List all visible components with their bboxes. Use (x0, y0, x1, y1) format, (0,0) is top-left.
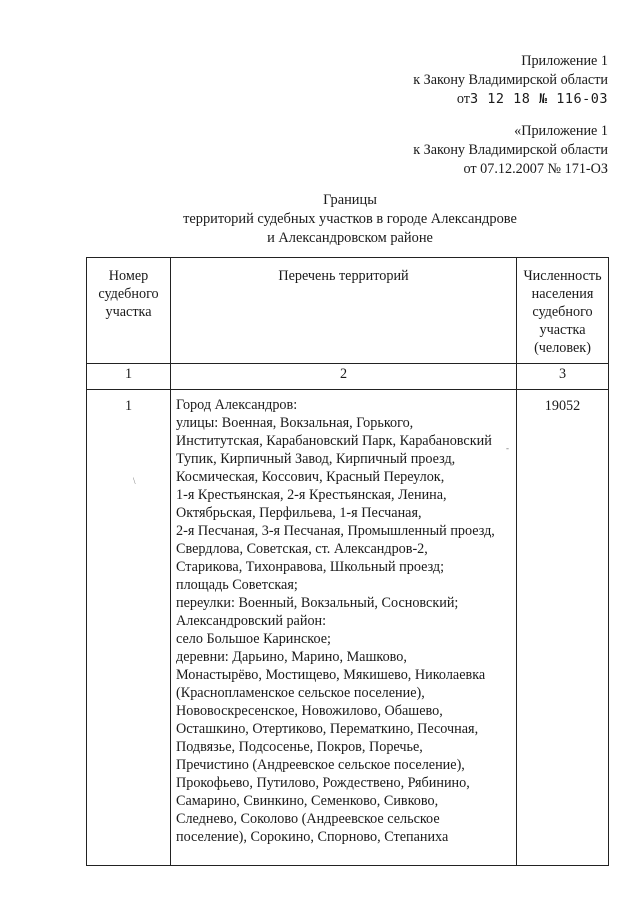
header-territory-list (171, 258, 517, 364)
original-annex-line-3: от 07.12.2007 № 171-ОЗ (463, 161, 608, 177)
header-line: Численность (523, 268, 602, 284)
territory-line: Свердлова, Советская, ст. Александров-2, (176, 541, 428, 557)
district-number: 1 (87, 390, 171, 866)
annex-line-3 (413, 90, 608, 109)
territory-line: Институтская, Карабановский Парк, Карабановский (176, 433, 492, 449)
territory-line: Александровский район: (176, 613, 327, 629)
territory-line: Осташкино, Отертиково, Перематкино, Песочная, (176, 721, 479, 737)
original-annex-line-2: к Закону Владимирской области (413, 142, 608, 158)
title-line-3: и Александровском районе (267, 230, 433, 246)
territory-line: Самарино, Свинкино, Семенково, Сивково, (176, 793, 439, 809)
column-number: 2 (171, 364, 517, 390)
handwritten-date-number: 3 12 18 № 116-03 (469, 91, 608, 107)
territory-line: Подвязье, Подсосенье, Покров, Поречье, (176, 739, 423, 755)
territory-line: 2-я Песчаная, 3-я Песчаная, Промышленный проезд, (176, 523, 495, 539)
territory-line: улицы: Военная, Вокзальная, Горького, (176, 415, 414, 431)
original-annex-header (413, 122, 608, 179)
header-line: судебного (532, 304, 593, 320)
territory-line: Нововоскресенское, Новожилово, Обашево, (176, 703, 443, 719)
territory-line: Следнево, Соколово (Андреевское сельское (176, 811, 440, 827)
header-line: (человек) (534, 340, 591, 356)
territory-line: село Большое Каринское; (176, 631, 331, 647)
territory-line: (Краснопламенское сельское поселение), (176, 685, 425, 701)
table-header-row (87, 258, 609, 364)
header-line: участка (105, 304, 152, 320)
territory-line: Октябрьская, Перфильева, 1-я Песчаная, (176, 505, 422, 521)
territory-list (171, 390, 517, 866)
original-annex-line-1: «Приложение 1 (514, 123, 608, 139)
document-title (150, 191, 550, 248)
header-line: судебного (98, 286, 159, 302)
header-line: населения (531, 286, 594, 302)
territory-line: Космическая, Коссович, Красный Переулок, (176, 469, 445, 485)
header-line: участка (539, 322, 586, 338)
territory-line: 1-я Крестьянская, 2-я Крестьянская, Ленина, (176, 487, 447, 503)
court-districts-table (86, 257, 609, 866)
column-number-row (87, 364, 609, 390)
column-number: 3 (517, 364, 609, 390)
scan-speck: - (506, 443, 509, 453)
scan-speck: \ (133, 476, 136, 486)
column-number: 1 (87, 364, 171, 390)
territory-line: Старикова, Тихонравова, Школьный проезд; (176, 559, 445, 575)
territory-line: Тупик, Кирпичный Завод, Кирпичный проезд, (176, 451, 456, 467)
territory-line: Пречистино (Андреевское сельское поселение), (176, 757, 465, 773)
territory-line: поселение), Сорокино, Спорново, Степаниха (176, 829, 449, 845)
population-count: 19052 (517, 390, 609, 866)
header-line: Номер (108, 268, 149, 284)
territory-line: переулки: Военный, Вокзальный, Сосновский; (176, 595, 459, 611)
header-district-number (87, 258, 171, 364)
territory-line: деревни: Дарьино, Марино, Машково, (176, 649, 407, 665)
title-line-2: территорий судебных участков в городе Александрове (183, 211, 517, 227)
territory-line: площадь Советская; (176, 577, 298, 593)
territory-line: Монастырёво, Мостищево, Мякишево, Николаевка (176, 667, 486, 683)
annex-header (413, 52, 608, 109)
header-line: Перечень территорий (278, 268, 409, 284)
territory-line: Город Александров: (176, 397, 298, 413)
annex-line-2: к Закону Владимирской области (413, 72, 608, 88)
title-line-1: Границы (323, 192, 377, 208)
annex-date-prefix: от (456, 91, 470, 107)
table-row (87, 390, 609, 866)
territory-line: Прокофьево, Путилово, Рождествено, Рябинино, (176, 775, 470, 791)
header-population (517, 258, 609, 364)
annex-line-1: Приложение 1 (521, 53, 608, 69)
